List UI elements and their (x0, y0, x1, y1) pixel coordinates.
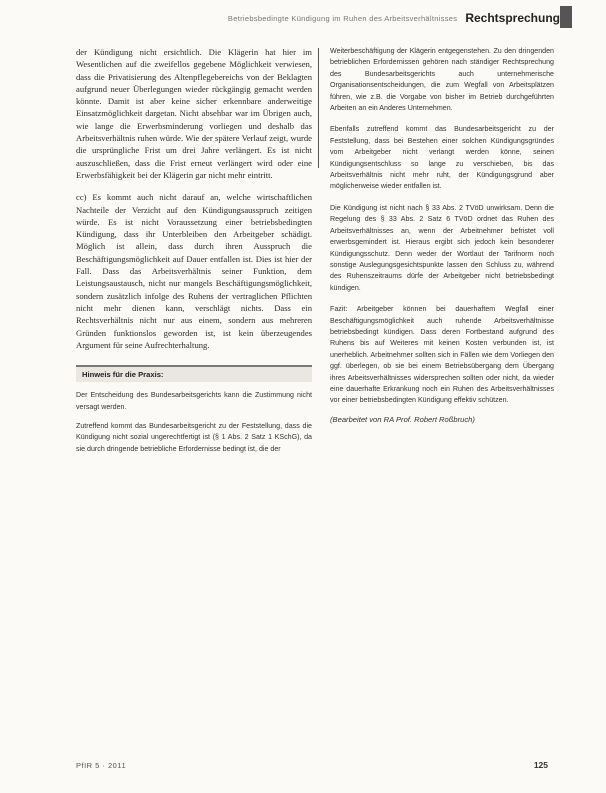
right-paragraph-4: Fazit: Arbeitgeber können bei dauerhaftem Wegfall einer Beschäftigungsmöglichkeit auch ruhende Arbeitsverhältnisse betriebsbedingt kündigen. Dass deren Fortbestand aufgrund des Ruhens bis auf Weiteres mit keinen Kosten verbunden ist, ist unerheblich. Arbeitnehmer sollten sich in Fällen wie dem Vorliegen den ggf. überlegen, ob sie bei einem Betriebsübergang dem Übergang ihres Arbeitsverhältnisses widersprechen sollten oder nicht, da wieder eine dauerhafte Erkrankung noch ein Ruhen des Arbeitsverhältnisses vor einer betriebsbedingten Kündigung effektiv schützen. (330, 305, 554, 405)
journal-footer: PfIR 5 · 2011 (76, 761, 127, 770)
page-number: 125 (533, 760, 548, 770)
page-header (210, 8, 560, 28)
left-paragraph-1: der Kündigung nicht ersichtlich. Die Klägerin hat hier im Wesentlichen auf die zweifellos gegebene Möglichkeit verwiesen, dass die Privatisierung des Altenpflegebereichs von der Beklagten aufgrund neuer Überlegungen wieder rückgängig gemacht werden könnte. Damit ist aber keine sicher erkennbare anderweitige Einsatzmöglichkeit dargetan. Nicht absehbar war im Übrigen auch, wie lange die Erwerbsminderung vorliegen und deshalb das Arbeitsverhältnis ruhen würde. Wie der spätere Verlauf zeigt, wurde die ursprüngliche Frist um drei Jahre verlängert. Es ist nicht auszuschließen, dass die Frist erneut verlängert wird oder eine Erwerbsfähigkeit bei der Klägerin gar nicht mehr eintritt. (76, 47, 312, 180)
header-marker (560, 6, 572, 28)
right-paragraph-1: Weiterbeschäftigung der Klägerin entgegenstehen. Zu den dringenden betrieblichen Erfordernissen gehören nach ständiger Rechtsprechung des Bundesarbeitsgerichts auch unternehmerische Organisationsentscheidungen, die zum Wegfall von Arbeitsplätzen führen, wie z.B. die Vorgabe von bisher im Betrieb durchgeführten Arbeiten an ein Anderes Unternehmen. (330, 47, 554, 113)
left-column (76, 46, 312, 455)
practice-hint-box (76, 365, 312, 382)
hint-paragraph-1: Der Entscheidung des Bundesarbeitsgerichts kann die Zustimmung nicht versagt werden. (76, 391, 312, 411)
header-subtitle: Betriebsbedingte Kündigung im Ruhen des Arbeitsverhältnisses (227, 13, 458, 23)
practice-hint-title: Hinweis für die Praxis: (82, 370, 164, 380)
left-paragraph-2: cc) Es kommt auch nicht darauf an, welche wirtschaftlichen Nachteile der Verzicht auf den Kündigungsausspruch zeitigen würde. Es ist nicht Voraussetzung einer betriebsbedingten Kündigung, dass ihr Unterbleiben den Arbeitgeber schädigt. Möglich ist allein, dass durch ihren Ausspruch die Beschäftigungsmöglichkeit auf Dauer entfallen ist. Dies ist hier der Fall. Dass das Arbeitsverhältnis seiner Funktion, dem Leistungsaustausch, nicht nur mangels Beschäftigungsmöglichkeit, sondern zusätzlich infolge des Ruhens der vertraglichen Pflichten nicht mehr dienen kann, verschlägt nichts. Dass ein Rechtsverhältnis nicht nur aus einem, sondern aus mehreren Gründen funktionslos geworden ist, ist kein überzeugendes Argument für seine Aufrechterhaltung. (76, 192, 312, 350)
section-title: Rechtsprechung (465, 11, 560, 25)
right-column (330, 46, 554, 431)
hint-paragraph-2: Zutreffend kommt das Bundesarbeitsgericht zu der Feststellung, dass die Kündigung nicht sozial ungerechtfertigt ist (§ 1 Abs. 2 Satz 1 KSchG), da sie durch dringende betriebliche Erfordernisse bedingt ist, die der (76, 421, 312, 453)
author-note: (Bearbeitet von RA Prof. Robert Roßbruch) (330, 414, 475, 424)
right-paragraph-2: Ebenfalls zutreffend kommt das Bundesarbeitsgericht zu der Feststellung, dass bei Bestehen einer solchen Kündigungsgründes vom Arbeitgeber nicht verlangt werden könne, seinen Kündigungsentschluss so lange zu verschieben, bis das Arbeitsverhältnis nicht mehr ruht, der Kündigungsgrund aber möglicherweise wieder entfallen ist. (330, 125, 554, 191)
column-rule (318, 48, 319, 168)
right-paragraph-3: Die Kündigung ist nicht nach § 33 Abs. 2 TVöD unwirksam. Denn die Regelung des § 33 Abs. 2 Satz 6 TVöD ordnet das Ruhen des Arbeitsverhältnisses an, wenn der Arbeitnehmer befristet voll erwerbsgemindert ist. Hieraus ergibt sich jedoch kein besonderer Kündigungsschutz. Denn weder der Wortlaut der Tarifnorm noch sonstige Auslegungsgesichtspunkte lassen den Schluss zu, während des Ruhenszeitraums dürfe der Arbeitgeber nicht betriebsbedingt kündigen. (330, 203, 554, 292)
